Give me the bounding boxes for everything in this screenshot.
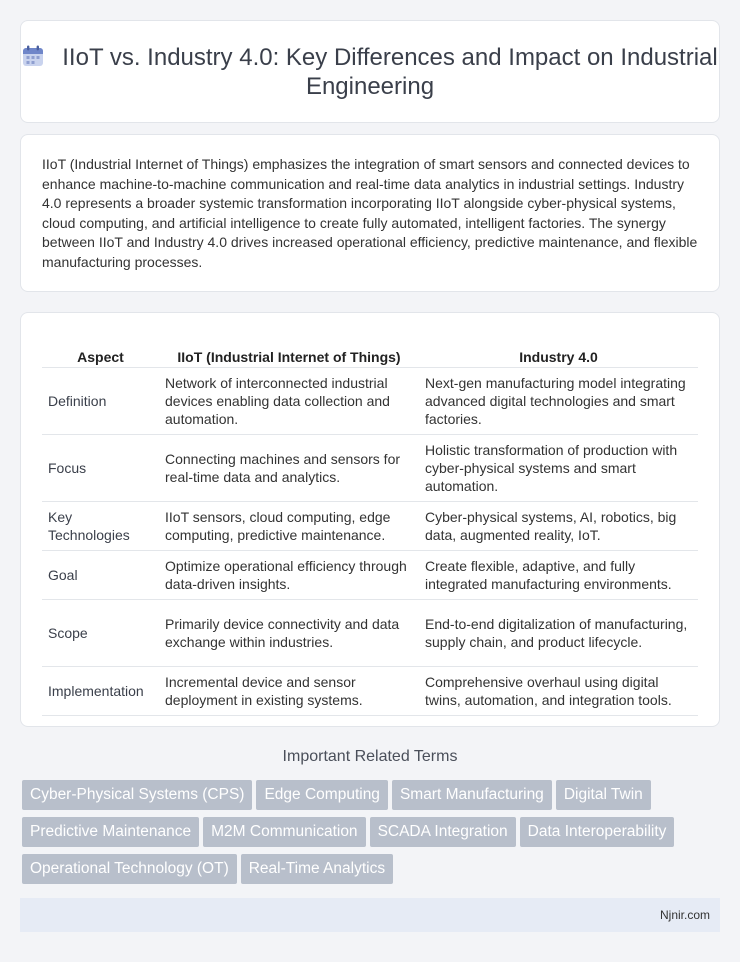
term-tag[interactable]: Cyber-Physical Systems (CPS)	[22, 780, 252, 810]
table-header-row	[42, 333, 698, 367]
title-card	[20, 20, 720, 123]
cell-aspect: Definition	[42, 367, 159, 434]
cell-industry: Create flexible, adaptive, and fully integrated manufacturing environments.	[419, 550, 698, 599]
cell-iiot: Optimize operational efficiency through data-driven insights.	[159, 550, 419, 599]
header-iiot: IIoT (Industrial Internet of Things)	[159, 333, 419, 367]
cell-aspect: Focus	[42, 434, 159, 501]
cell-aspect: Scope	[42, 599, 159, 666]
cell-iiot: Network of interconnected industrial devices enabling data collection and automation.	[159, 367, 419, 434]
table-row	[42, 367, 698, 434]
cell-industry: Holistic transformation of production with cyber-physical systems and smart automation.	[419, 434, 698, 501]
header-aspect: Aspect	[42, 333, 159, 367]
cell-iiot: Incremental device and sensor deployment in existing systems.	[159, 666, 419, 715]
cell-industry: Cyber-physical systems, AI, robotics, big data, augmented reality, IoT.	[419, 501, 698, 550]
term-tag[interactable]: Edge Computing	[256, 780, 387, 810]
cell-industry: Next-gen manufacturing model integrating advanced digital technologies and smart factories.	[419, 367, 698, 434]
table-row	[42, 434, 698, 501]
comparison-card	[20, 312, 720, 727]
calendar-icon	[22, 45, 44, 67]
cell-aspect: Key Technologies	[42, 501, 159, 550]
term-tag[interactable]: Data Interoperability	[520, 817, 675, 847]
term-tag[interactable]: Predictive Maintenance	[22, 817, 199, 847]
comparison-table	[42, 333, 698, 716]
footer-site[interactable]: Njnir.com	[659, 908, 710, 922]
footer	[20, 898, 720, 932]
page-title	[21, 43, 719, 101]
intro-paragraph: IIoT (Industrial Internet of Things) emphasizes the integration of smart sensors and connected devices to enhance machine-to-machine communication and real-time data analytics in industrial settings. Industry 4.0 represents a broader systemic transformation incorporating IIoT alongside cyber-physical systems, cloud computing, and artificial intelligence to create fully automated, intelligent factories. The synergy between IIoT and Industry 4.0 drives increased operational efficiency, predictive maintenance, and flexible manufacturing processes.	[42, 156, 698, 270]
cell-iiot: Primarily device connectivity and data exchange within industries.	[159, 599, 419, 666]
term-tag[interactable]: M2M Communication	[203, 817, 365, 847]
table-row	[42, 666, 698, 715]
term-tag[interactable]: SCADA Integration	[370, 817, 516, 847]
term-tag[interactable]: Real-Time Analytics	[241, 854, 393, 884]
cell-aspect: Implementation	[42, 666, 159, 715]
cell-industry: End-to-end digitalization of manufacturing, supply chain, and product lifecycle.	[419, 599, 698, 666]
related-terms-heading: Important Related Terms	[282, 748, 458, 765]
intro-card	[20, 134, 720, 292]
page-title-text: IIoT vs. Industry 4.0: Key Differences and Impact on Industrial Engineering	[62, 43, 718, 100]
cell-aspect: Goal	[42, 550, 159, 599]
header-industry: Industry 4.0	[419, 333, 698, 367]
cell-industry: Comprehensive overhaul using digital twins, automation, and integration tools.	[419, 666, 698, 715]
table-row	[42, 550, 698, 599]
table-row	[42, 599, 698, 666]
term-tag[interactable]: Digital Twin	[556, 780, 651, 810]
cell-iiot: Connecting machines and sensors for real-time data and analytics.	[159, 434, 419, 501]
cell-iiot: IIoT sensors, cloud computing, edge computing, predictive maintenance.	[159, 501, 419, 550]
term-tag[interactable]: Smart Manufacturing	[392, 780, 552, 810]
table-row	[42, 501, 698, 550]
related-terms-list	[22, 780, 722, 891]
term-tag[interactable]: Operational Technology (OT)	[22, 854, 237, 884]
